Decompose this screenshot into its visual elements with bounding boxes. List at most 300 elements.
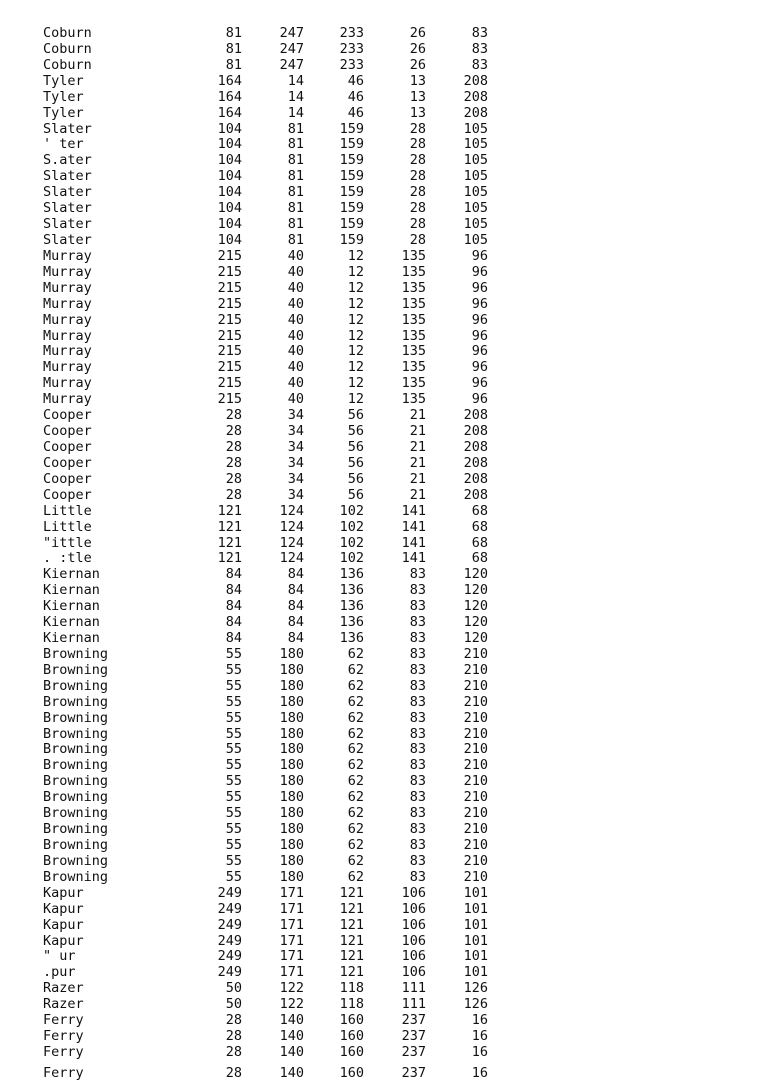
row-value-5: 126	[463, 980, 488, 997]
row-value-4: 135	[401, 375, 426, 392]
row-value-4: 83	[409, 868, 426, 885]
row-value-4: 135	[401, 279, 426, 296]
row-value-1: 215	[217, 311, 242, 328]
table-row	[0, 520, 760, 536]
row-name: Cooper	[43, 454, 92, 471]
table-row	[0, 742, 760, 758]
row-name: Browning	[43, 645, 109, 662]
row-value-1: 84	[225, 566, 242, 583]
row-value-3: 159	[339, 152, 364, 169]
table-row	[0, 217, 760, 233]
row-value-4: 21	[409, 486, 426, 503]
table-row	[0, 90, 760, 106]
row-name: Murray	[43, 263, 92, 280]
row-value-1: 215	[217, 359, 242, 376]
cutoff-row-clip	[0, 1066, 760, 1089]
row-value-5: 96	[471, 375, 488, 392]
row-value-3: 12	[347, 327, 364, 344]
table-row	[0, 758, 760, 774]
table-row	[0, 886, 760, 902]
row-value-1: 81	[225, 56, 242, 73]
row-value-4: 83	[409, 677, 426, 694]
row-value-2: 180	[279, 741, 304, 758]
row-value-5: 120	[463, 614, 488, 631]
row-value-1: 164	[217, 72, 242, 89]
table-row	[0, 854, 760, 870]
table-row	[0, 965, 760, 981]
row-value-3: 62	[347, 725, 364, 742]
row-value-1: 104	[217, 168, 242, 185]
row-name: Slater	[43, 120, 92, 137]
row-value-4: 135	[401, 247, 426, 264]
row-name: Murray	[43, 375, 92, 392]
row-value-2: 40	[287, 311, 304, 328]
row-value-1: 28	[225, 407, 242, 424]
row-value-5: 96	[471, 311, 488, 328]
row-value-2: 247	[279, 40, 304, 57]
row-value-5: 210	[463, 709, 488, 726]
row-value-3: 121	[339, 916, 364, 933]
row-value-4: 13	[409, 72, 426, 89]
row-value-5: 83	[471, 25, 488, 41]
row-value-3: 62	[347, 789, 364, 806]
row-value-1: 55	[225, 661, 242, 678]
row-value-1: 249	[217, 948, 242, 965]
row-value-1: 84	[225, 614, 242, 631]
row-value-2: 40	[287, 295, 304, 312]
row-value-2: 81	[287, 200, 304, 217]
table-row	[0, 663, 760, 679]
row-name: Tyler	[43, 104, 84, 121]
table-row	[0, 360, 760, 376]
row-name: Browning	[43, 741, 109, 758]
row-value-5: 68	[471, 534, 488, 551]
row-value-1: 28	[225, 1044, 242, 1060]
row-name: Browning	[43, 852, 109, 869]
row-value-2: 81	[287, 216, 304, 233]
row-value-4: 135	[401, 295, 426, 312]
row-value-2: 180	[279, 805, 304, 822]
row-value-4: 28	[409, 216, 426, 233]
row-value-2: 124	[279, 502, 304, 519]
row-value-3: 160	[339, 1066, 364, 1081]
row-value-5: 96	[471, 359, 488, 376]
row-name: Murray	[43, 311, 92, 328]
row-value-2: 84	[287, 582, 304, 599]
row-value-3: 102	[339, 534, 364, 551]
row-value-5: 208	[463, 438, 488, 455]
row-name: Browning	[43, 821, 109, 838]
row-value-3: 102	[339, 518, 364, 535]
row-value-5: 210	[463, 693, 488, 710]
row-value-1: 249	[217, 916, 242, 933]
row-value-5: 208	[463, 486, 488, 503]
row-name: Browning	[43, 725, 109, 742]
row-value-2: 140	[279, 1066, 304, 1081]
row-name: Ferry	[43, 1044, 84, 1060]
row-value-1: 104	[217, 152, 242, 169]
row-value-3: 159	[339, 216, 364, 233]
table-row	[0, 504, 760, 520]
row-value-2: 171	[279, 964, 304, 981]
row-value-3: 62	[347, 757, 364, 774]
row-name: .pur	[43, 964, 76, 981]
row-value-4: 83	[409, 852, 426, 869]
row-value-5: 16	[471, 1044, 488, 1060]
row-name: Murray	[43, 295, 92, 312]
table-row	[0, 376, 760, 392]
row-value-1: 121	[217, 502, 242, 519]
row-name: Coburn	[43, 25, 92, 41]
row-value-3: 159	[339, 120, 364, 137]
table-row	[0, 981, 760, 997]
row-value-1: 28	[225, 470, 242, 487]
row-name: Ferry	[43, 1028, 84, 1045]
row-name: Kiernan	[43, 566, 100, 583]
row-value-2: 40	[287, 247, 304, 264]
row-name: Slater	[43, 231, 92, 248]
row-value-2: 124	[279, 518, 304, 535]
row-value-1: 121	[217, 534, 242, 551]
row-value-1: 28	[225, 1066, 242, 1081]
row-value-5: 105	[463, 200, 488, 217]
row-name: Cooper	[43, 423, 92, 440]
table-row	[0, 902, 760, 918]
row-value-1: 55	[225, 709, 242, 726]
row-name: Murray	[43, 343, 92, 360]
table-row	[0, 329, 760, 345]
row-value-2: 180	[279, 757, 304, 774]
row-value-2: 81	[287, 120, 304, 137]
row-value-5: 83	[471, 56, 488, 73]
row-value-3: 160	[339, 1044, 364, 1060]
table-row	[0, 695, 760, 711]
row-value-4: 83	[409, 566, 426, 583]
row-value-1: 55	[225, 837, 242, 854]
row-value-4: 141	[401, 550, 426, 567]
row-value-1: 81	[225, 25, 242, 41]
row-value-5: 208	[463, 470, 488, 487]
row-value-3: 136	[339, 566, 364, 583]
row-value-1: 55	[225, 677, 242, 694]
table-row	[0, 727, 760, 743]
row-value-4: 237	[401, 1028, 426, 1045]
row-value-2: 171	[279, 916, 304, 933]
row-value-3: 56	[347, 486, 364, 503]
row-value-1: 55	[225, 741, 242, 758]
row-name: Browning	[43, 709, 109, 726]
row-value-3: 159	[339, 231, 364, 248]
row-name: Cooper	[43, 438, 92, 455]
row-value-3: 12	[347, 343, 364, 360]
row-value-4: 21	[409, 454, 426, 471]
row-value-5: 16	[471, 1066, 488, 1081]
row-value-5: 210	[463, 741, 488, 758]
row-value-1: 164	[217, 88, 242, 105]
row-value-1: 215	[217, 327, 242, 344]
row-value-2: 40	[287, 359, 304, 376]
row-value-5: 96	[471, 279, 488, 296]
row-value-3: 12	[347, 247, 364, 264]
row-value-3: 62	[347, 805, 364, 822]
row-value-4: 83	[409, 821, 426, 838]
row-value-4: 141	[401, 518, 426, 535]
row-value-2: 34	[287, 438, 304, 455]
row-value-5: 210	[463, 852, 488, 869]
row-value-3: 233	[339, 25, 364, 41]
row-value-1: 249	[217, 900, 242, 917]
row-name: Browning	[43, 693, 109, 710]
row-value-3: 62	[347, 837, 364, 854]
table-row	[0, 790, 760, 806]
row-name: Kiernan	[43, 582, 100, 599]
row-value-5: 210	[463, 773, 488, 790]
table-row	[0, 201, 760, 217]
row-value-4: 83	[409, 630, 426, 647]
row-value-2: 171	[279, 900, 304, 917]
row-value-1: 28	[225, 1012, 242, 1029]
row-value-1: 249	[217, 964, 242, 981]
row-value-5: 210	[463, 821, 488, 838]
row-value-2: 122	[279, 996, 304, 1013]
row-value-3: 136	[339, 614, 364, 631]
row-value-3: 121	[339, 948, 364, 965]
row-value-2: 84	[287, 630, 304, 647]
row-value-2: 34	[287, 407, 304, 424]
row-value-1: 104	[217, 200, 242, 217]
row-value-3: 160	[339, 1028, 364, 1045]
row-name: Tyler	[43, 88, 84, 105]
row-value-2: 81	[287, 136, 304, 153]
row-value-1: 215	[217, 279, 242, 296]
row-value-3: 62	[347, 852, 364, 869]
row-name: Murray	[43, 247, 92, 264]
table-row	[0, 918, 760, 934]
row-value-4: 106	[401, 900, 426, 917]
row-value-5: 96	[471, 343, 488, 360]
row-value-4: 13	[409, 88, 426, 105]
row-value-2: 180	[279, 645, 304, 662]
row-value-3: 121	[339, 932, 364, 949]
row-value-2: 81	[287, 168, 304, 185]
table-row	[0, 472, 760, 488]
table-row	[0, 536, 760, 552]
row-value-4: 83	[409, 837, 426, 854]
row-value-1: 84	[225, 630, 242, 647]
row-value-3: 56	[347, 454, 364, 471]
table-row	[0, 297, 760, 313]
row-value-4: 28	[409, 231, 426, 248]
row-value-2: 40	[287, 327, 304, 344]
row-value-3: 102	[339, 502, 364, 519]
row-name: Kapur	[43, 884, 84, 901]
row-value-2: 140	[279, 1044, 304, 1060]
row-value-5: 105	[463, 152, 488, 169]
row-value-2: 140	[279, 1028, 304, 1045]
row-name: Murray	[43, 327, 92, 344]
row-value-2: 180	[279, 725, 304, 742]
row-value-4: 83	[409, 709, 426, 726]
row-value-5: 105	[463, 184, 488, 201]
row-value-3: 12	[347, 391, 364, 408]
row-value-4: 83	[409, 757, 426, 774]
row-value-1: 215	[217, 263, 242, 280]
row-value-2: 140	[279, 1012, 304, 1029]
row-value-3: 46	[347, 72, 364, 89]
row-value-4: 237	[401, 1012, 426, 1029]
row-value-3: 56	[347, 438, 364, 455]
row-value-5: 105	[463, 231, 488, 248]
row-value-2: 40	[287, 391, 304, 408]
row-value-3: 159	[339, 184, 364, 201]
row-value-3: 56	[347, 407, 364, 424]
table-row	[0, 934, 760, 950]
row-value-2: 122	[279, 980, 304, 997]
row-name: Coburn	[43, 40, 92, 57]
row-value-5: 210	[463, 725, 488, 742]
row-value-2: 34	[287, 423, 304, 440]
row-value-5: 96	[471, 327, 488, 344]
row-name: Browning	[43, 773, 109, 790]
table-row	[0, 137, 760, 153]
row-value-2: 171	[279, 948, 304, 965]
row-value-2: 247	[279, 25, 304, 41]
row-value-4: 106	[401, 964, 426, 981]
row-value-4: 135	[401, 359, 426, 376]
row-value-3: 12	[347, 295, 364, 312]
row-value-2: 84	[287, 614, 304, 631]
row-value-1: 215	[217, 391, 242, 408]
table-row	[0, 313, 760, 329]
row-value-4: 106	[401, 948, 426, 965]
table-row	[0, 58, 760, 74]
row-value-4: 83	[409, 725, 426, 742]
row-value-4: 26	[409, 25, 426, 41]
row-value-3: 159	[339, 168, 364, 185]
row-value-5: 101	[463, 916, 488, 933]
row-value-5: 210	[463, 868, 488, 885]
row-value-3: 62	[347, 693, 364, 710]
row-value-5: 101	[463, 884, 488, 901]
row-value-3: 160	[339, 1012, 364, 1029]
row-value-1: 104	[217, 216, 242, 233]
row-value-2: 180	[279, 661, 304, 678]
row-value-2: 14	[287, 104, 304, 121]
row-name: Kiernan	[43, 598, 100, 615]
row-value-1: 55	[225, 757, 242, 774]
row-name: Kiernan	[43, 630, 100, 647]
row-value-5: 208	[463, 423, 488, 440]
row-value-5: 208	[463, 104, 488, 121]
row-value-5: 210	[463, 837, 488, 854]
row-value-2: 171	[279, 932, 304, 949]
row-value-4: 135	[401, 343, 426, 360]
table-row	[0, 185, 760, 201]
table-row	[0, 567, 760, 583]
row-value-2: 40	[287, 375, 304, 392]
row-name: Murray	[43, 359, 92, 376]
table-row	[0, 806, 760, 822]
row-value-1: 55	[225, 693, 242, 710]
row-value-2: 34	[287, 470, 304, 487]
row-name: Browning	[43, 789, 109, 806]
table-row-partial	[0, 1066, 760, 1082]
row-value-1: 81	[225, 40, 242, 57]
row-value-2: 171	[279, 884, 304, 901]
row-value-5: 210	[463, 645, 488, 662]
row-value-4: 83	[409, 805, 426, 822]
table-row	[0, 631, 760, 647]
row-value-3: 121	[339, 884, 364, 901]
table-row	[0, 456, 760, 472]
row-value-1: 28	[225, 454, 242, 471]
table-row	[0, 106, 760, 122]
row-name: Razer	[43, 980, 84, 997]
row-value-4: 135	[401, 263, 426, 280]
row-value-3: 56	[347, 423, 364, 440]
row-value-3: 62	[347, 821, 364, 838]
row-name: ' ter	[43, 136, 84, 153]
row-value-4: 21	[409, 438, 426, 455]
row-value-3: 46	[347, 104, 364, 121]
table-row	[0, 265, 760, 281]
row-value-3: 118	[339, 996, 364, 1013]
row-value-1: 164	[217, 104, 242, 121]
table-row	[0, 838, 760, 854]
table-row	[0, 153, 760, 169]
table-row	[0, 949, 760, 965]
row-value-1: 215	[217, 247, 242, 264]
row-value-4: 83	[409, 598, 426, 615]
row-value-2: 14	[287, 88, 304, 105]
row-name: Slater	[43, 184, 92, 201]
row-value-1: 104	[217, 136, 242, 153]
row-value-2: 180	[279, 837, 304, 854]
row-value-4: 141	[401, 502, 426, 519]
row-value-4: 106	[401, 916, 426, 933]
row-name: Ferry	[43, 1066, 84, 1081]
row-value-1: 104	[217, 184, 242, 201]
row-value-2: 180	[279, 852, 304, 869]
row-value-4: 106	[401, 884, 426, 901]
row-value-4: 135	[401, 391, 426, 408]
table-row	[0, 679, 760, 695]
row-value-3: 62	[347, 709, 364, 726]
row-name: . :tle	[43, 550, 92, 567]
data-table	[0, 26, 760, 1061]
row-value-4: 141	[401, 534, 426, 551]
row-name: Little	[43, 502, 92, 519]
row-value-2: 180	[279, 693, 304, 710]
row-value-5: 96	[471, 263, 488, 280]
row-value-4: 135	[401, 327, 426, 344]
row-name: Little	[43, 518, 92, 535]
row-value-5: 68	[471, 550, 488, 567]
row-value-2: 84	[287, 598, 304, 615]
table-row	[0, 408, 760, 424]
row-value-5: 101	[463, 964, 488, 981]
row-value-3: 136	[339, 598, 364, 615]
row-name: Kapur	[43, 900, 84, 917]
row-value-5: 105	[463, 136, 488, 153]
row-value-1: 249	[217, 932, 242, 949]
row-value-5: 101	[463, 900, 488, 917]
row-value-2: 40	[287, 343, 304, 360]
row-value-4: 21	[409, 407, 426, 424]
row-value-4: 237	[401, 1066, 426, 1081]
row-value-2: 180	[279, 677, 304, 694]
row-value-2: 180	[279, 868, 304, 885]
